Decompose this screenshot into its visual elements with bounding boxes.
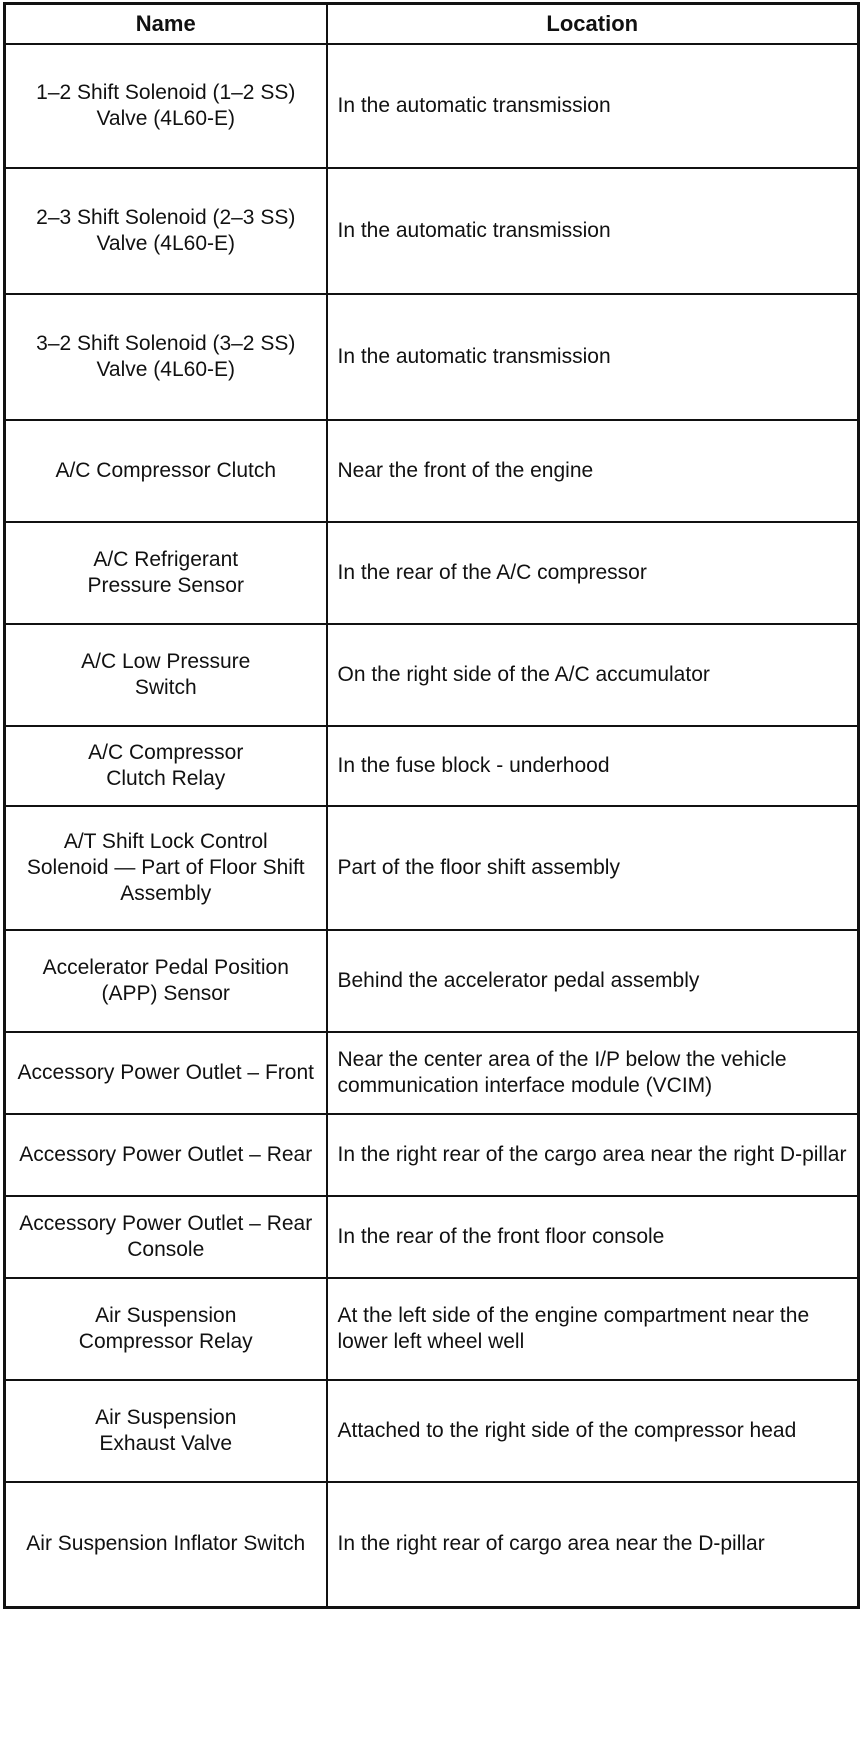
component-name: A/C Compressor Clutch [5,420,327,522]
component-location-table [3,2,860,1609]
column-header-name: Name [5,4,327,44]
header-row [5,4,859,44]
table-row [5,624,859,726]
component-location: In the automatic transmission [327,44,859,168]
table-row [5,726,859,806]
component-name: A/C Low Pressure Switch [5,624,327,726]
component-location: In the rear of the front floor console [327,1196,859,1278]
component-location: In the automatic transmission [327,168,859,294]
table-row [5,522,859,624]
table-row [5,806,859,930]
component-location: Near the center area of the I/P below the vehicle communication interface module (VCIM) [327,1032,859,1114]
component-location: In the right rear of the cargo area near the right D-pillar [327,1114,859,1196]
table-row [5,44,859,168]
table-row [5,1380,859,1482]
component-name: Air Suspension Inflator Switch [5,1482,327,1608]
component-name: 2–3 Shift Solenoid (2–3 SS) Valve (4L60-E) [5,168,327,294]
component-name: Air Suspension Exhaust Valve [5,1380,327,1482]
component-name: Accelerator Pedal Position (APP) Sensor [5,930,327,1032]
component-name: Accessory Power Outlet – Rear [5,1114,327,1196]
component-name: A/T Shift Lock Control Solenoid — Part of Floor Shift Assembly [5,806,327,930]
column-header-location: Location [327,4,859,44]
table-row [5,930,859,1032]
table-row [5,1196,859,1278]
component-name: 1–2 Shift Solenoid (1–2 SS) Valve (4L60-E) [5,44,327,168]
component-name: Air Suspension Compressor Relay [5,1278,327,1380]
table-row [5,1114,859,1196]
table-row [5,420,859,522]
component-location: In the fuse block - underhood [327,726,859,806]
component-location: Attached to the right side of the compressor head [327,1380,859,1482]
component-name: A/C Compressor Clutch Relay [5,726,327,806]
component-location: In the right rear of cargo area near the D-pillar [327,1482,859,1608]
component-location: Near the front of the engine [327,420,859,522]
component-name: 3–2 Shift Solenoid (3–2 SS) Valve (4L60-E) [5,294,327,420]
component-name: A/C Refrigerant Pressure Sensor [5,522,327,624]
component-name: Accessory Power Outlet – Front [5,1032,327,1114]
component-location: On the right side of the A/C accumulator [327,624,859,726]
table-row [5,1032,859,1114]
table-row [5,1482,859,1608]
table-row [5,294,859,420]
table-row [5,168,859,294]
component-location: Behind the accelerator pedal assembly [327,930,859,1032]
component-location: In the rear of the A/C compressor [327,522,859,624]
component-location: Part of the floor shift assembly [327,806,859,930]
component-location: At the left side of the engine compartment near the lower left wheel well [327,1278,859,1380]
table-row [5,1278,859,1380]
component-location: In the automatic transmission [327,294,859,420]
component-name: Accessory Power Outlet – Rear Console [5,1196,327,1278]
